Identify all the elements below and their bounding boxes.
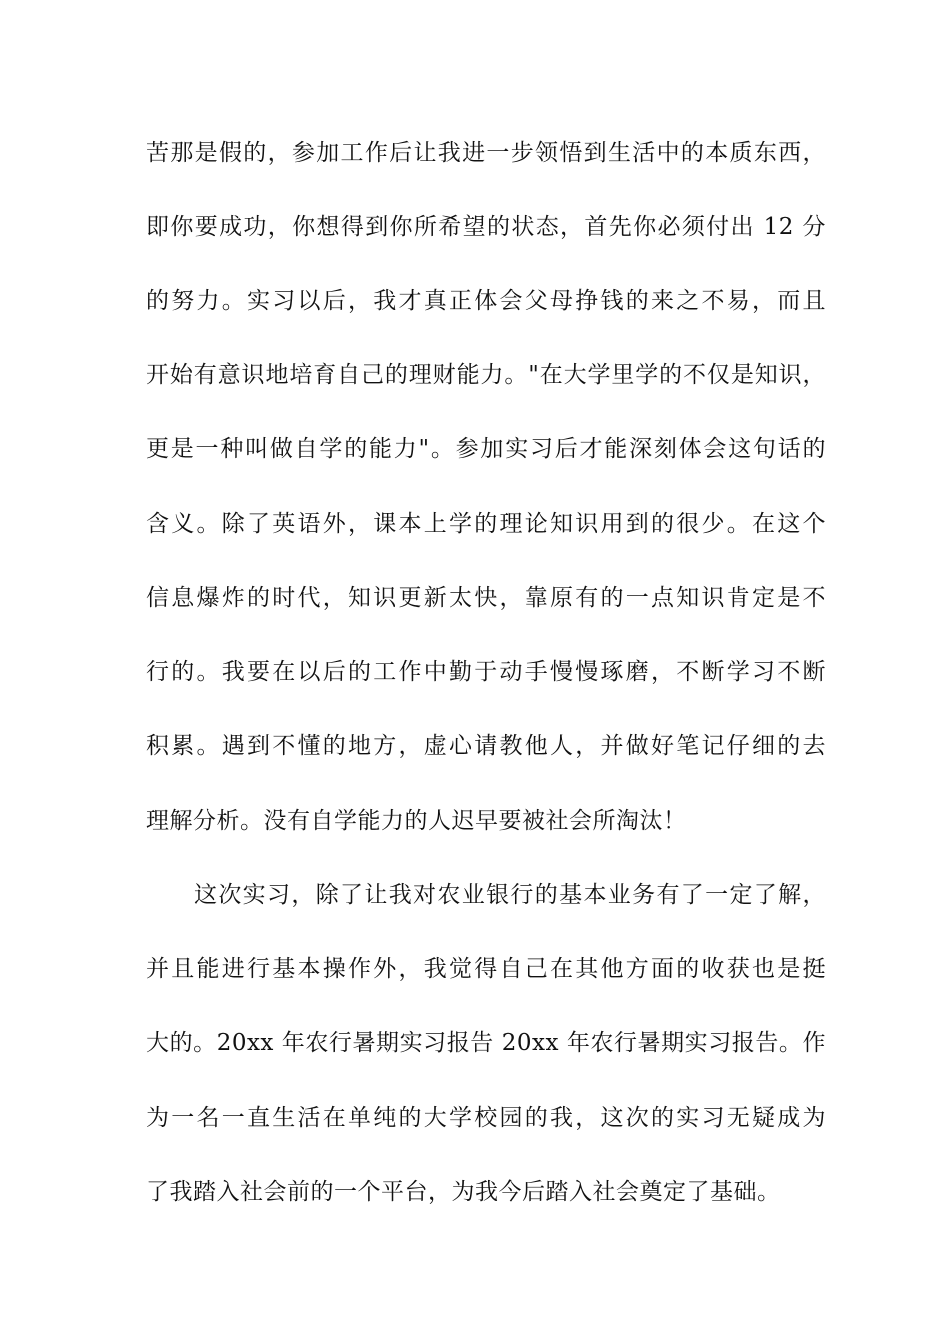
- text-line: 行的。我要在以后的工作中勤于动手慢慢琢磨，不断学习不断: [146, 659, 826, 685]
- text-line: 积累。遇到不懂的地方，虚心请教他人，并做好笔记仔细的去: [146, 733, 826, 759]
- text-line: 更是一种叫做自学的能力"。参加实习后才能深刻体会这句话的: [146, 436, 826, 462]
- text-line: 即你要成功，你想得到你所希望的状态，首先你必须付出 12 分: [146, 214, 826, 240]
- text-line: 的努力。实习以后，我才真正体会父母挣钱的来之不易，而且: [146, 288, 826, 314]
- text-line: 了我踏入社会前的一个平台，为我今后踏入社会奠定了基础。: [146, 1179, 781, 1205]
- text-line: 为一名一直生活在单纯的大学校园的我，这次的实习无疑成为: [146, 1105, 826, 1131]
- text-line: 这次实习，除了让我对农业银行的基本业务有了一定了解，: [194, 882, 826, 908]
- text-line: 信息爆炸的时代，知识更新太快，靠原有的一点知识肯定是不: [146, 585, 826, 611]
- text-line: 苦那是假的，参加工作后让我进一步领悟到生活中的本质东西，: [146, 140, 826, 166]
- text-line: 理解分析。没有自学能力的人迟早要被社会所淘汰！: [146, 808, 687, 834]
- text-line: 大的。20xx 年农行暑期实习报告 20xx 年农行暑期实习报告。作: [146, 1030, 826, 1056]
- text-line: 开始有意识地培育自己的理财能力。"在大学里学的不仅是知识，: [146, 362, 826, 388]
- text-line: 并且能进行基本操作外，我觉得自己在其他方面的收获也是挺: [146, 956, 826, 982]
- text-line: 含义。除了英语外，课本上学的理论知识用到的很少。在这个: [146, 511, 826, 537]
